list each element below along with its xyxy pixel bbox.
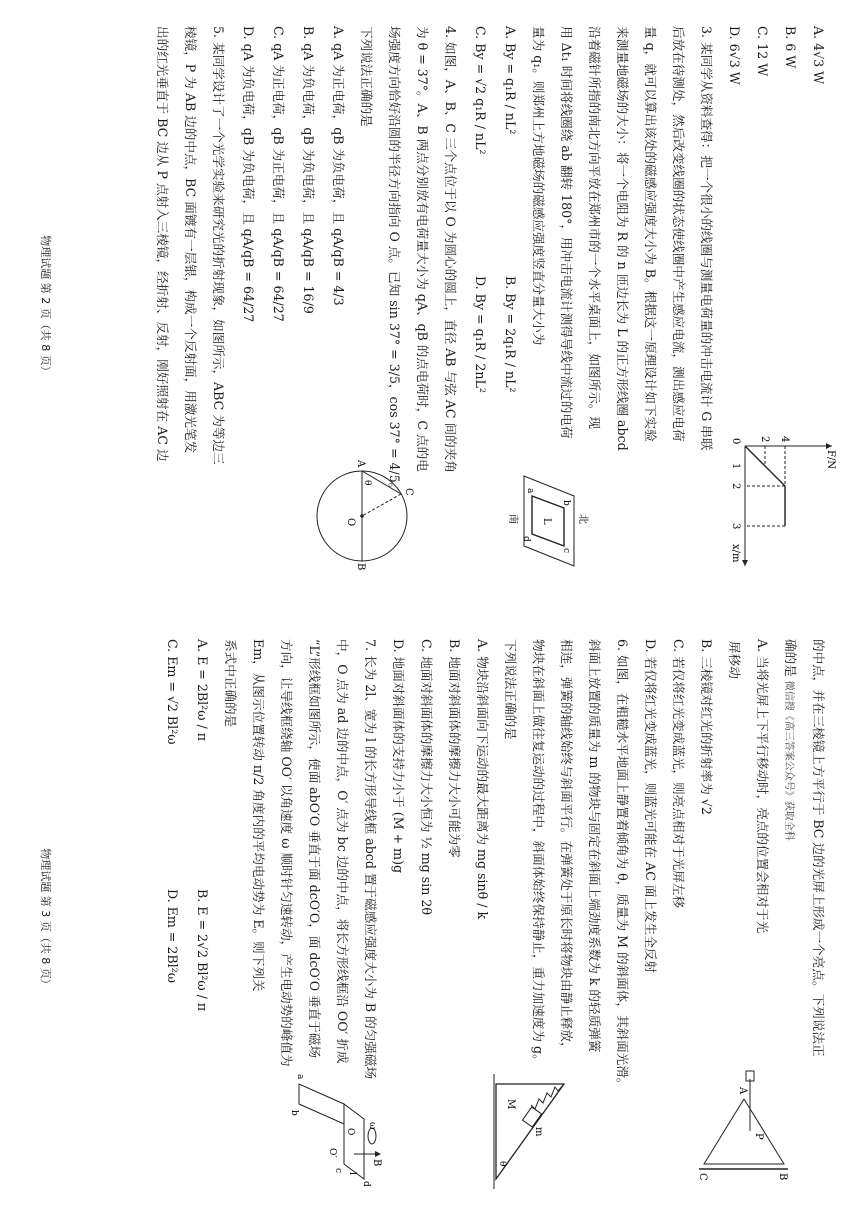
- circle-charges-figure: [302, 456, 422, 576]
- q7-line: 系式中正确的是: [223, 639, 238, 728]
- circle-label-B: B: [355, 563, 366, 571]
- q7-line: Em，从图示位置转动 π/2 角度内的平均电动势为 E。则下列关: [251, 639, 266, 992]
- q6-line: 下列说法正确的是: [503, 639, 518, 740]
- frame-label-O-prime: O′: [327, 1148, 337, 1158]
- circle-label-theta: θ: [362, 480, 372, 486]
- incline-label-theta: θ: [497, 1161, 507, 1167]
- q7-option: B. E = 2√2 Bl²ω / π: [195, 889, 210, 1012]
- q2-option: A. 4√3 W: [811, 26, 826, 85]
- frame-label-O: O: [345, 1128, 355, 1136]
- q5-line: 5. 某同学设计了一个光学实验来研究光的折射现象，如图所示，ABC 为等边三: [211, 26, 226, 465]
- q7-option: D. Em = 2Bl²ω: [165, 889, 180, 983]
- q7-line: 7. 长为 2l、宽为 l 的长方形导线框 abcd 置于磁感应强度大小为 B 的匀强磁场: [363, 639, 378, 1080]
- q3-line: 沿着磁针所指的南北方向平放在郑州市的一个水平桌面上，如图所示。现: [587, 26, 602, 429]
- q5-line: 棱镜，P 为 AB 边的中点，BC 面镀有一层银，构成一个反射面，用激光笔发: [183, 26, 198, 454]
- coil-label-L: L: [541, 518, 552, 525]
- circle-label-A: A: [355, 460, 366, 468]
- l-frame-figure: [284, 1064, 384, 1194]
- prism-label-C: C: [697, 1173, 708, 1181]
- question-5-start: [148, 26, 232, 586]
- q6-option: B. 地面对斜面体的摩擦力大小可能为零: [447, 639, 462, 858]
- q5-option: B. 三棱镜对红光的折射率为 √2: [699, 639, 714, 815]
- graph-x-label: x/m: [730, 544, 741, 563]
- coil-label-a: a: [525, 488, 535, 494]
- q4-line: 场强度方向恰好沿圆的半径方向指向 O 点。已知 sin 37° = 3/5，cos 37° = 4/5。: [387, 26, 402, 496]
- q7-line: “L”形线框如图所示，使面 abO′O 垂直于面 dcO′O，面 dcO′O 垂直于磁场: [307, 639, 322, 1059]
- frame-label-a: a: [295, 1074, 305, 1080]
- q5-option: D. 若仅将红光变成蓝光，则蓝光可能在 AC 面上发生全反射: [643, 639, 658, 974]
- q4-option: B. qA 为负电荷，qB 为负电荷，且 qA/qB = 16/9: [301, 26, 316, 314]
- incline-label-m: m: [533, 1127, 544, 1137]
- q4-line: 4. 如图，A、B、C 三个点位于以 O 为圆心的圆上，直径 AB 与弦 AC 间的夹角: [443, 26, 458, 473]
- coil-on-table-figure: [504, 466, 594, 576]
- q6-line: 物块在斜面上做往复运动的过程中，斜面体始终保持静止，重力加速度为 g。: [531, 639, 546, 1067]
- q3-line: 用 Δt₁ 时间将线圈绕 ab 翻转 180°，用冲击电流计测得导线中流过的电荷: [559, 26, 574, 439]
- q3-line: 量为 q₁。则郑州上方地磁场的磁感应强度竖直分量大小为: [531, 26, 546, 346]
- q6-option: D. 地面对斜面体的支持力小于 (M + m)g: [391, 639, 406, 874]
- q4-option: D. qA 为负电荷，qB 为负电荷，且 qA/qB = 64/27: [241, 26, 256, 323]
- q3-line: 后放在待测处，然后改变线圈的状态使线圈中产生感应电流，测出感应电荷: [671, 26, 686, 442]
- page-2-footer: 物理试题 第 2 页（共 8 页）: [39, 235, 52, 377]
- q5-option: C. 若仅将红光变成蓝光，则亮点相对于光屏左移: [671, 639, 686, 909]
- q3-line: 来测量地磁场的大小：将一个电阻为 R 的 n 匝边长为 L 的正方形线圈 abcd: [615, 26, 630, 451]
- coil-label-b: b: [561, 500, 571, 506]
- q4-option: A. qA 为正电荷，qB 为负电荷，且 qA/qB = 4/3: [331, 26, 346, 306]
- q6-line: 6. 如图，在粗糙水平地面上静置着倾角为 θ，质量为 M 的斜面体，其斜面光滑。: [615, 639, 630, 1091]
- graph-x-tick: 1: [730, 463, 741, 470]
- q3-option: B. By = 2q₁R / nL²: [503, 276, 518, 393]
- prism-label-P: P: [753, 1133, 764, 1140]
- page-3-footer: 物理试题 第 3 页（共 8 页）: [39, 848, 52, 990]
- q6-option: C. 地面对斜面体的摩擦力大小恒为 ½ mg sin 2θ: [419, 639, 434, 915]
- prism-label-B: B: [777, 1173, 788, 1181]
- frame-label-B: B: [371, 1159, 382, 1167]
- q7-option: A. E = 2Bl²ω / π: [195, 639, 210, 741]
- q6-line: 斜面上放置的质量为 m 的物块与固定在斜面上端劲度系数为 k 的轻质弹簧: [587, 639, 602, 1053]
- q5-cont-line: 确的是: [783, 639, 798, 677]
- page-3-rotated-content: [32, 639, 832, 1199]
- q6-option: A. 物块沿斜面向下运动的最大距离为 mg sinθ / k: [475, 639, 490, 920]
- q5-cont-line: 的中点，并在三棱镜上方平行于 BC 边的光屏上形成一个亮点。下列说法正: [811, 639, 826, 1057]
- watermark-text: 微信搜《高三答案公众号》获取全科: [783, 680, 794, 841]
- circle-label-C: C: [403, 488, 414, 496]
- q7-line: 方向，让导线框绕轴 OO′ 以角速度 ω 顺时针匀速转动，产生电动势的峰值为: [279, 639, 294, 1067]
- q2-option: D. 6√3 W: [727, 26, 742, 85]
- circle-label-O: O: [345, 518, 356, 527]
- coil-label-d: d: [521, 536, 531, 542]
- coil-label-south: 南: [507, 514, 518, 524]
- q5-option: 屏移动: [727, 641, 742, 679]
- coil-label-north: 北: [577, 514, 588, 524]
- graph-x-tick: 3: [730, 523, 741, 530]
- force-displacement-graph: [730, 426, 840, 576]
- q5-option: A. 当将光屏上下平行移动时，亮点的位置会相对于光: [755, 639, 770, 934]
- q4-line: 为 θ = 37°。A、B 两点分别放有电荷量大小为 qA、qB 的点电荷时，C 点的电: [415, 26, 430, 472]
- prism-figure: [694, 1069, 794, 1194]
- graph-y-label: F/N: [825, 450, 836, 470]
- graph-y-tick: 2: [759, 436, 770, 443]
- graph-x-tick: 0: [730, 438, 741, 445]
- q7-line: 中，O 点为 ad 边的中点，O′ 点为 bc 边的中点，将长方形线框沿 OO′ 折成: [335, 639, 350, 1064]
- frame-label-d: d: [361, 1181, 371, 1187]
- q3-option: D. By = q₁R / 2nL²: [473, 276, 488, 393]
- incline-spring-figure: [484, 1069, 584, 1194]
- frame-label-b: b: [289, 1110, 299, 1116]
- incline-label-M: M: [505, 1099, 516, 1110]
- q3-line: 3. 某同学从资料查得：把一个很小的线圈与测量电荷量的冲击电流计 G 串联: [699, 26, 714, 451]
- q3-option: A. By = q₁R / nL²: [503, 26, 518, 135]
- q2-option: B. 6 W: [783, 26, 798, 69]
- coil-label-c: c: [561, 548, 571, 554]
- q6-line: 相连，弹簧的轴线始终与斜面平行。在弹簧处于原长时将物块由静止释放，: [559, 639, 574, 1055]
- frame-label-omega: ω: [367, 1122, 377, 1130]
- exam-page-3: [0, 613, 868, 1227]
- q3-option: C. By = √2 q₁R / nL²: [473, 26, 488, 155]
- q2-option: C. 12 W: [755, 26, 770, 77]
- q7-option: C. Em = √2 Bl²ω: [165, 639, 180, 745]
- graph-y-tick: 4: [779, 436, 790, 443]
- q5-line: 出的红光垂直于 BC 边从 P 点射入三棱镜，经折射、反射，刚好照射在 AC 边: [155, 26, 170, 462]
- graph-x-tick: 2: [730, 483, 741, 490]
- q3-line: 量 q，就可以算出该处的磁感应强度大小为 B。根据这一原理设计如下实验: [643, 26, 658, 442]
- frame-label-l: l: [347, 1172, 357, 1175]
- q4-line: 下列说法正确的是: [359, 26, 374, 127]
- frame-label-c: c: [333, 1168, 343, 1174]
- q4-option: C. qA 为正电荷，qB 为正电荷，且 qA/qB = 64/27: [271, 26, 286, 322]
- page-2-rotated-content: [32, 26, 836, 586]
- prism-label-A: A: [737, 1087, 748, 1095]
